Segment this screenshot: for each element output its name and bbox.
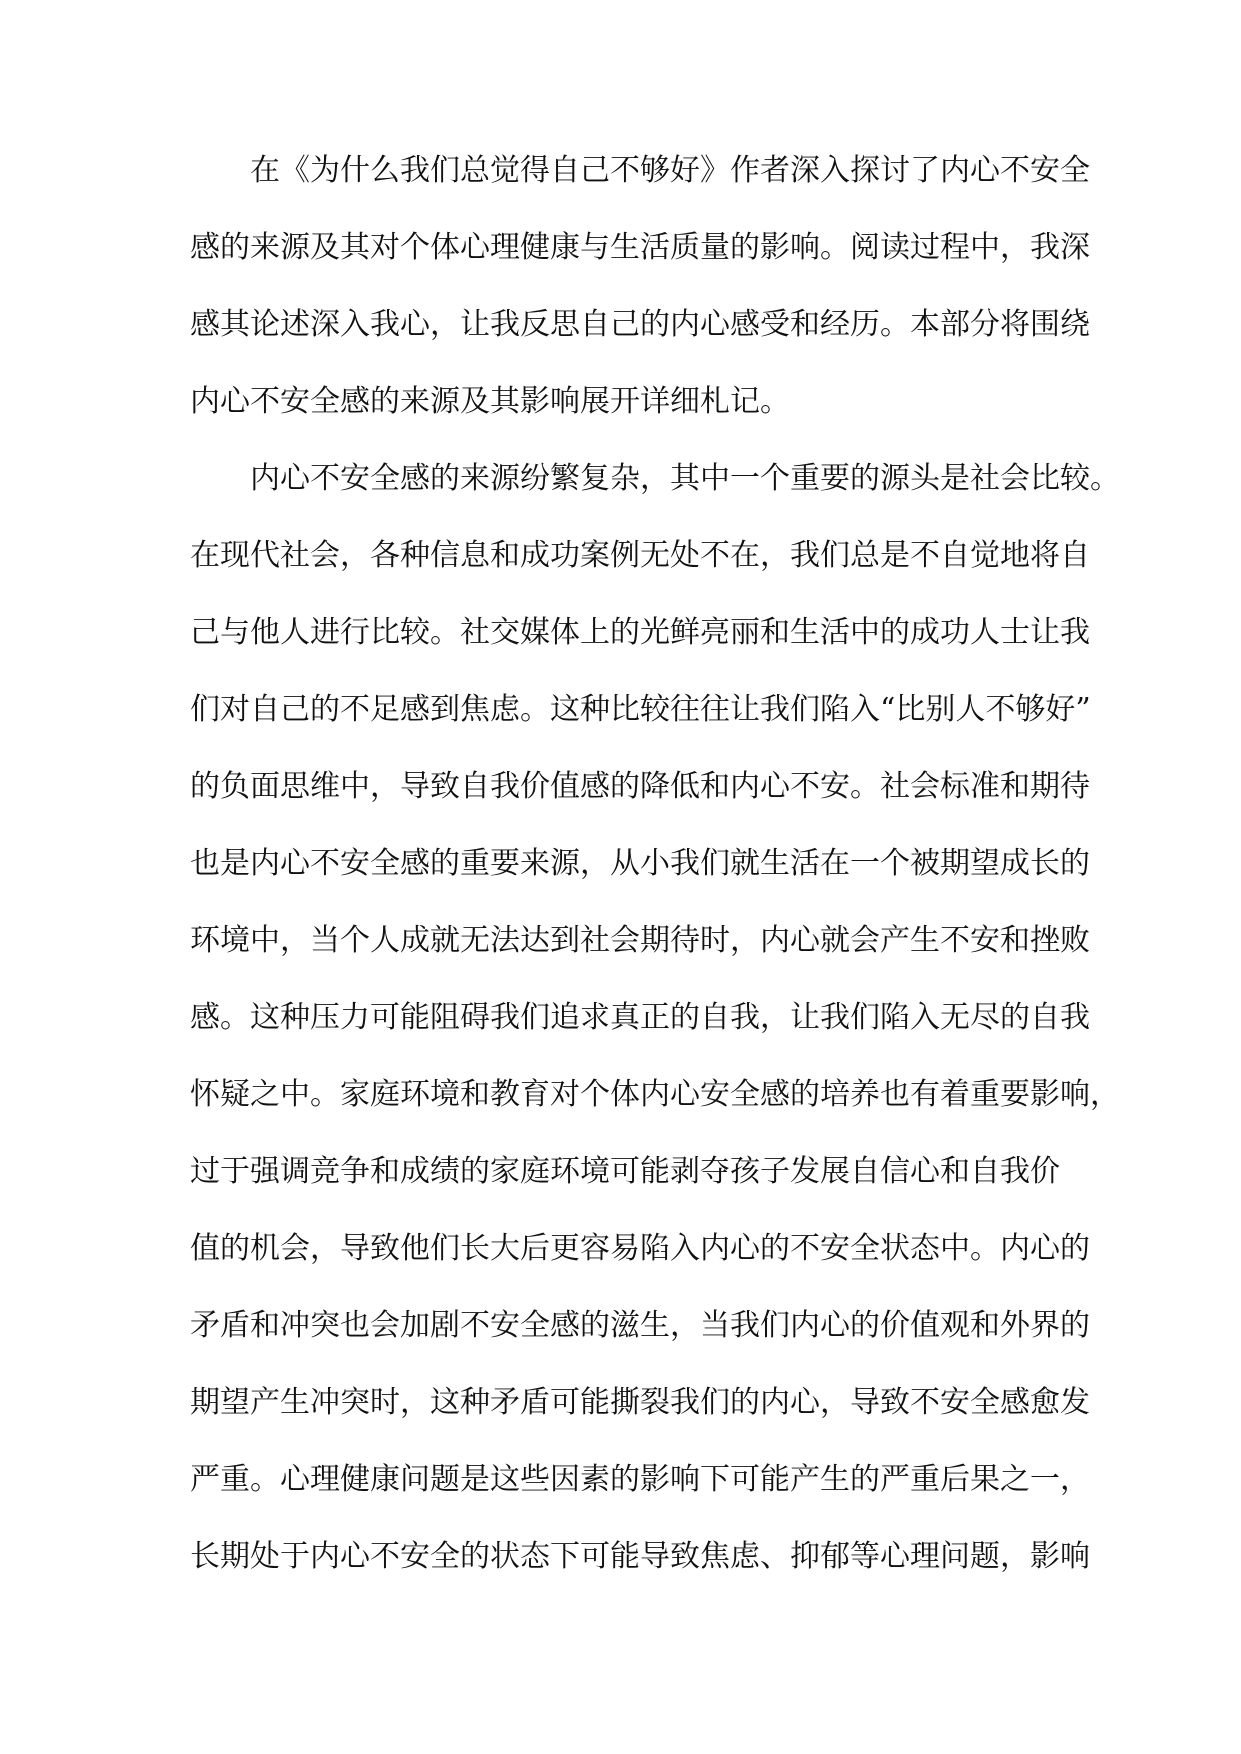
- text-line: 严重。心理健康问题是这些因素的影响下可能产生的严重后果之一，: [190, 1462, 1090, 1497]
- text-line: 内心不安全感的来源纷繁复杂，其中一个重要的源头是社会比较。: [250, 461, 1120, 496]
- paragraph-intro: [190, 140, 1090, 448]
- text-line: 内心不安全感的来源及其影响展开详细札记。: [190, 384, 790, 419]
- text-line: 环境中，当个人成就无法达到社会期待时，内心就会产生不安和挫败: [190, 923, 1090, 958]
- text-line: 也是内心不安全感的重要来源，从小我们就生活在一个被期望成长的: [190, 846, 1090, 881]
- text-line: 感其论述深入我心，让我反思自己的内心感受和经历。本部分将围绕: [190, 307, 1090, 342]
- text-line: 矛盾和冲突也会加剧不安全感的滋生，当我们内心的价值观和外界的: [190, 1308, 1090, 1343]
- text-line: 期望产生冲突时，这种矛盾可能撕裂我们的内心，导致不安全感愈发: [190, 1385, 1090, 1420]
- text-line: 感。这种压力可能阻碍我们追求真正的自我，让我们陷入无尽的自我: [190, 1000, 1090, 1035]
- text-line: 己与他人进行比较。社交媒体上的光鲜亮丽和生活中的成功人士让我: [190, 615, 1090, 650]
- body-text: [190, 140, 1120, 1603]
- text-line: 在现代社会，各种信息和成功案例无处不在，我们总是不自觉地将自: [190, 538, 1090, 573]
- text-line: 过于强调竞争和成绩的家庭环境可能剥夺孩子发展自信心和自我价: [190, 1154, 1060, 1189]
- paragraph-sources: [190, 448, 1120, 1603]
- text-line: 值的机会，导致他们长大后更容易陷入内心的不安全状态中。内心的: [190, 1231, 1090, 1266]
- text-line: 在《为什么我们总觉得自己不够好》作者深入探讨了内心不安全: [250, 153, 1090, 188]
- text-line: 的负面思维中，导致自我价值感的降低和内心不安。社会标准和期待: [190, 769, 1090, 804]
- text-line: 感的来源及其对个体心理健康与生活质量的影响。阅读过程中，我深: [190, 230, 1090, 265]
- text-line: 长期处于内心不安全的状态下可能导致焦虑、抑郁等心理问题，影响: [190, 1539, 1090, 1574]
- text-line: 怀疑之中。家庭环境和教育对个体内心安全感的培养也有着重要影响，: [190, 1077, 1120, 1112]
- text-line: 们对自己的不足感到焦虑。这种比较往往让我们陷入“比别人不够好”: [190, 692, 1091, 727]
